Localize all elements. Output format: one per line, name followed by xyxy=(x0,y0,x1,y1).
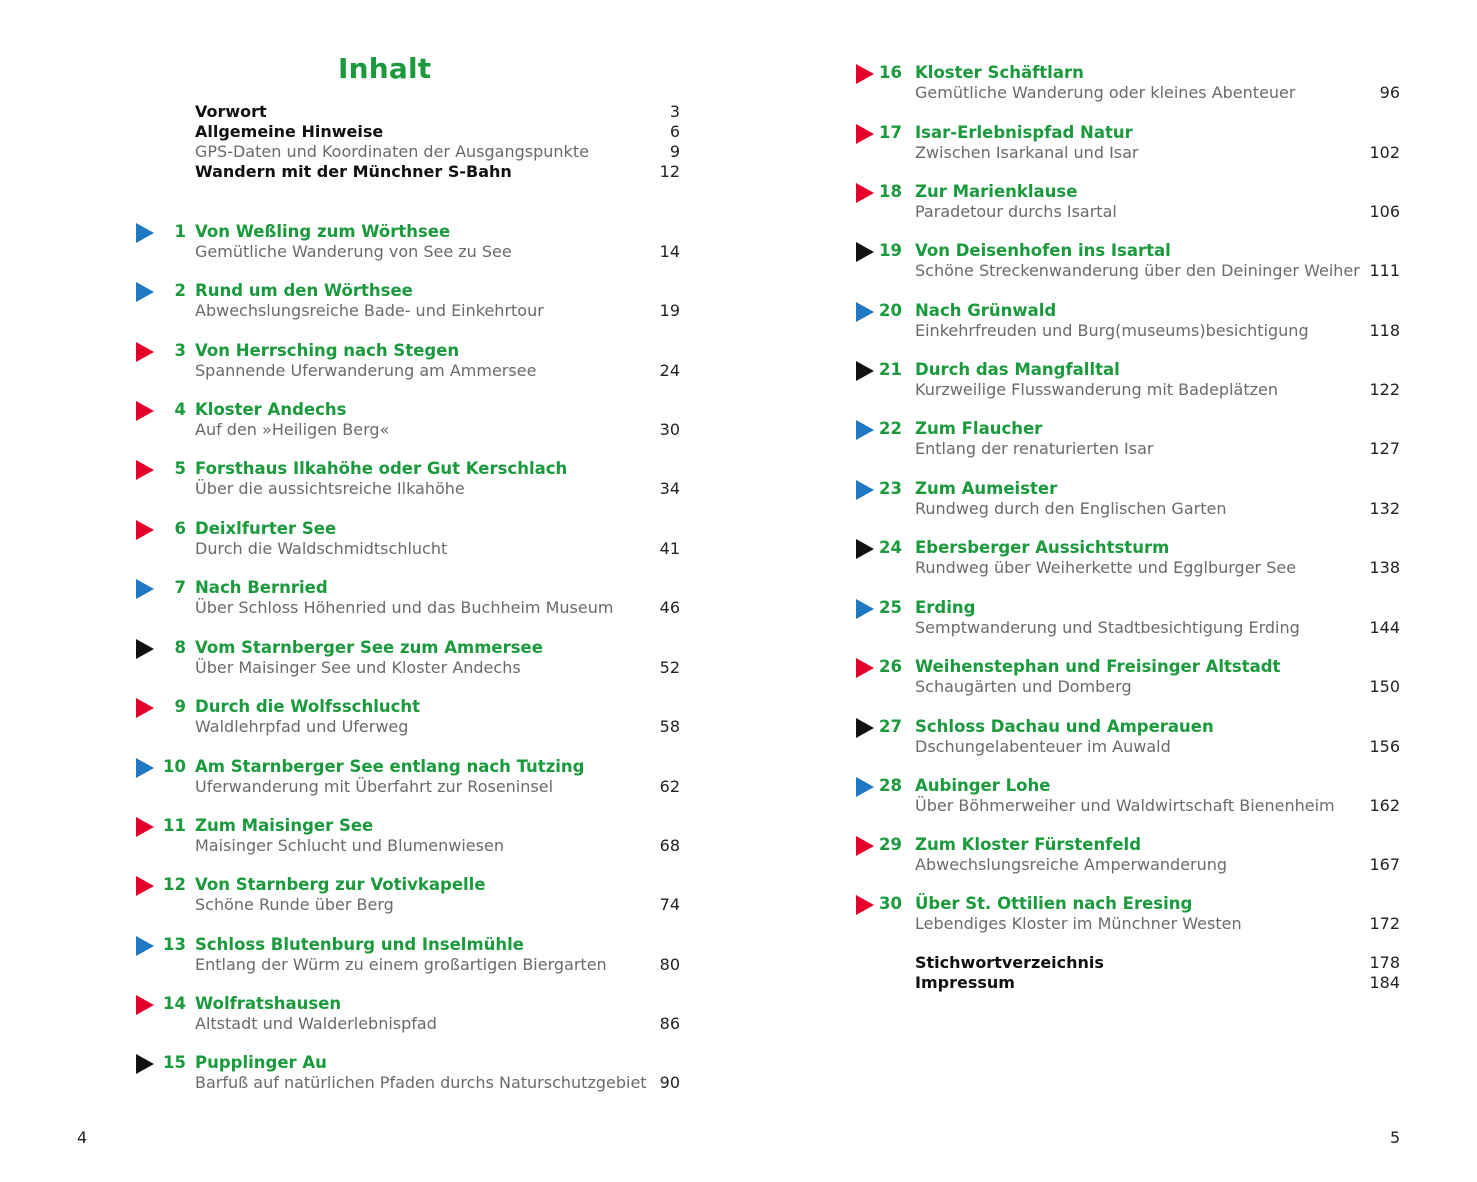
tour-number: 15 xyxy=(163,1053,186,1072)
tour-title: Zur Marienklause xyxy=(915,182,1078,201)
tour-title: Wolfratshausen xyxy=(195,994,342,1013)
tour-number: 7 xyxy=(174,578,186,597)
back-matter-item[interactable] xyxy=(915,973,1400,993)
tour-page: 34 xyxy=(659,479,680,498)
tour-title: Nach Bernried xyxy=(195,578,328,597)
tour-title: Weihenstephan und Freisinger Altstadt xyxy=(915,657,1281,676)
tour-number: 5 xyxy=(174,459,186,478)
tour-page: 156 xyxy=(1369,737,1400,756)
tour-page: 14 xyxy=(659,242,680,261)
tour-title: Zum Flaucher xyxy=(915,419,1043,438)
tour-number: 14 xyxy=(163,994,186,1013)
front-matter-item[interactable] xyxy=(195,122,680,142)
front-matter-label: Allgemeine Hinweise xyxy=(195,122,384,141)
tour-number: 18 xyxy=(879,182,902,201)
tour-title: Deixlfurter See xyxy=(195,519,337,538)
tour-title: Von Deisenhofen ins Isartal xyxy=(915,241,1171,260)
tour-page: 132 xyxy=(1369,499,1400,518)
tour-title: Ebersberger Aussichtsturm xyxy=(915,538,1170,557)
tour-subtitle: Schöne Runde über Berg xyxy=(195,895,394,914)
tour-page: 80 xyxy=(659,955,680,974)
tour-subtitle: Abwechslungsreiche Bade- und Einkehrtour xyxy=(195,301,544,320)
tour-page: 106 xyxy=(1369,202,1400,221)
front-matter-label: Wandern mit der Münchner S-Bahn xyxy=(195,162,512,181)
tour-page: 30 xyxy=(659,420,680,439)
tour-subtitle: Lebendiges Kloster im Münchner Westen xyxy=(915,914,1242,933)
tour-page: 127 xyxy=(1369,439,1400,458)
difficulty-arrow-icon xyxy=(136,579,154,599)
front-matter xyxy=(195,102,680,182)
tour-title: Durch die Wolfsschlucht xyxy=(195,697,421,716)
tour-page: 144 xyxy=(1369,618,1400,637)
tour-page: 58 xyxy=(659,717,680,736)
tour-title: Zum Maisinger See xyxy=(195,816,374,835)
tour-title: Isar-Erlebnispfad Natur xyxy=(915,123,1133,142)
tour-number: 17 xyxy=(879,123,902,142)
page-number-left: 4 xyxy=(77,1128,88,1147)
tour-title: Zum Aumeister xyxy=(915,479,1058,498)
tour-number: 10 xyxy=(163,757,186,776)
tour-page: 150 xyxy=(1369,677,1400,696)
back-matter-page: 184 xyxy=(1369,973,1400,992)
difficulty-arrow-icon xyxy=(136,1054,154,1074)
tour-page: 41 xyxy=(659,539,680,558)
tour-page: 111 xyxy=(1369,261,1400,280)
back-matter xyxy=(915,953,1400,993)
tour-page: 74 xyxy=(659,895,680,914)
front-matter-label: GPS-Daten und Koordinaten der Ausgangspunkte xyxy=(195,142,589,161)
tour-number: 23 xyxy=(879,479,902,498)
tour-number: 8 xyxy=(174,638,186,657)
tour-number: 26 xyxy=(879,657,902,676)
tour-title: Schloss Dachau und Amperauen xyxy=(915,717,1214,736)
tour-number: 13 xyxy=(163,935,186,954)
tour-number: 27 xyxy=(879,717,902,736)
tour-subtitle: Schaugärten und Domberg xyxy=(915,677,1132,696)
difficulty-arrow-icon xyxy=(136,698,154,718)
tour-title: Zum Kloster Fürstenfeld xyxy=(915,835,1142,854)
tour-number: 21 xyxy=(879,360,902,379)
tour-subtitle: Über Böhmerweiher und Waldwirtschaft Bienenheim xyxy=(915,796,1335,815)
tour-title: Nach Grünwald xyxy=(915,301,1057,320)
tour-number: 29 xyxy=(879,835,902,854)
difficulty-arrow-icon xyxy=(136,817,154,837)
difficulty-arrow-icon xyxy=(136,223,154,243)
page-title: Inhalt xyxy=(338,52,432,85)
tour-page: 90 xyxy=(659,1073,680,1092)
tour-title: Von Herrsching nach Stegen xyxy=(195,341,460,360)
tour-page: 118 xyxy=(1369,321,1400,340)
tour-page: 102 xyxy=(1369,143,1400,162)
tour-page: 68 xyxy=(659,836,680,855)
tour-title: Forsthaus Ilkahöhe oder Gut Kerschlach xyxy=(195,459,568,478)
tour-title: Von Weßling zum Wörthsee xyxy=(195,222,451,241)
tour-title: Pupplinger Au xyxy=(195,1053,327,1072)
tour-page: 172 xyxy=(1369,914,1400,933)
difficulty-arrow-icon xyxy=(136,758,154,778)
tour-subtitle: Über die aussichtsreiche Ilkahöhe xyxy=(195,479,465,498)
tour-title: Erding xyxy=(915,598,976,617)
back-matter-label: Stichwortverzeichnis xyxy=(915,953,1104,972)
tour-subtitle: Uferwanderung mit Überfahrt zur Roseninsel xyxy=(195,777,554,796)
tour-page: 162 xyxy=(1369,796,1400,815)
front-matter-page: 9 xyxy=(669,142,680,161)
tour-subtitle: Maisinger Schlucht und Blumenwiesen xyxy=(195,836,504,855)
tour-subtitle: Zwischen Isarkanal und Isar xyxy=(915,143,1139,162)
tour-title: Vom Starnberger See zum Ammersee xyxy=(195,638,543,657)
tour-page: 122 xyxy=(1369,380,1400,399)
difficulty-arrow-icon xyxy=(136,282,154,302)
tour-subtitle: Über Maisinger See und Kloster Andechs xyxy=(195,658,521,677)
front-matter-item[interactable] xyxy=(195,142,680,162)
tour-subtitle: Abwechslungsreiche Amperwanderung xyxy=(915,855,1228,874)
front-matter-item[interactable] xyxy=(195,162,680,182)
tour-title: Rund um den Wörthsee xyxy=(195,281,413,300)
tour-subtitle: Spannende Uferwanderung am Ammersee xyxy=(195,361,537,380)
tour-page: 52 xyxy=(659,658,680,677)
back-matter-item[interactable] xyxy=(915,953,1400,973)
tour-number: 19 xyxy=(879,241,902,260)
difficulty-arrow-icon xyxy=(136,342,154,362)
tour-subtitle: Entlang der renaturierten Isar xyxy=(915,439,1154,458)
tour-subtitle: Barfuß auf natürlichen Pfaden durchs Naturschutzgebiet xyxy=(195,1073,647,1092)
tour-page: 138 xyxy=(1369,558,1400,577)
tour-number: 3 xyxy=(174,341,186,360)
tour-number: 30 xyxy=(879,894,902,913)
tour-number: 2 xyxy=(174,281,186,300)
tour-title: Schloss Blutenburg und Inselmühle xyxy=(195,935,524,954)
difficulty-arrow-icon xyxy=(136,876,154,896)
tour-number: 20 xyxy=(879,301,902,320)
tour-subtitle: Paradetour durchs Isartal xyxy=(915,202,1117,221)
tour-number: 9 xyxy=(174,697,186,716)
tour-title: Kloster Schäftlarn xyxy=(915,63,1084,82)
tour-subtitle: Kurzweilige Flusswanderung mit Badeplätzen xyxy=(915,380,1278,399)
tour-title: Aubinger Lohe xyxy=(915,776,1051,795)
front-matter-label: Vorwort xyxy=(195,102,267,121)
tour-number: 24 xyxy=(879,538,902,557)
tour-number: 6 xyxy=(174,519,186,538)
tour-page: 62 xyxy=(659,777,680,796)
tour-subtitle: Gemütliche Wanderung oder kleines Abenteuer xyxy=(915,83,1296,102)
tour-number: 4 xyxy=(174,400,186,419)
tour-number: 11 xyxy=(163,816,186,835)
tour-page: 167 xyxy=(1369,855,1400,874)
tour-subtitle: Waldlehrpfad und Uferweg xyxy=(195,717,409,736)
tour-number: 12 xyxy=(163,875,186,894)
tour-number: 25 xyxy=(879,598,902,617)
back-matter-label: Impressum xyxy=(915,973,1015,992)
tour-subtitle: Schöne Streckenwanderung über den Deininger Weiher xyxy=(915,261,1360,280)
tour-number: 28 xyxy=(879,776,902,795)
tour-title: Am Starnberger See entlang nach Tutzing xyxy=(195,757,585,776)
back-matter-page: 178 xyxy=(1369,953,1400,972)
tour-subtitle: Durch die Waldschmidtschlucht xyxy=(195,539,448,558)
front-matter-item[interactable] xyxy=(195,102,680,122)
tour-page: 46 xyxy=(659,598,680,617)
tour-title: Von Starnberg zur Votivkapelle xyxy=(195,875,486,894)
tour-subtitle: Rundweg durch den Englischen Garten xyxy=(915,499,1227,518)
tour-page: 19 xyxy=(659,301,680,320)
tour-number: 1 xyxy=(174,222,186,241)
difficulty-arrow-icon xyxy=(136,520,154,540)
front-matter-page: 6 xyxy=(669,122,680,141)
difficulty-arrow-icon xyxy=(136,460,154,480)
tour-subtitle: Semptwanderung und Stadtbesichtigung Erding xyxy=(915,618,1300,637)
difficulty-arrow-icon xyxy=(136,639,154,659)
tour-subtitle: Entlang der Würm zu einem großartigen Biergarten xyxy=(195,955,607,974)
tour-subtitle: Einkehrfreuden und Burg(museums)besichtigung xyxy=(915,321,1309,340)
difficulty-arrow-icon xyxy=(136,995,154,1015)
tour-number: 16 xyxy=(879,63,902,82)
tour-page: 86 xyxy=(659,1014,680,1033)
tour-number: 22 xyxy=(879,419,902,438)
tour-page: 96 xyxy=(1379,83,1400,102)
page-number-right: 5 xyxy=(1390,1128,1401,1147)
tour-subtitle: Über Schloss Höhenried und das Buchheim Museum xyxy=(195,598,614,617)
tour-subtitle: Auf den »Heiligen Berg« xyxy=(195,420,390,439)
tour-title: Über St. Ottilien nach Eresing xyxy=(915,894,1193,913)
tour-title: Kloster Andechs xyxy=(195,400,347,419)
tour-title: Durch das Mangfalltal xyxy=(915,360,1120,379)
tour-subtitle: Altstadt und Walderlebnispfad xyxy=(195,1014,437,1033)
difficulty-arrow-icon xyxy=(136,936,154,956)
difficulty-arrow-icon xyxy=(136,401,154,421)
front-matter-page: 12 xyxy=(659,162,680,181)
tour-subtitle: Dschungelabenteuer im Auwald xyxy=(915,737,1171,756)
front-matter-page: 3 xyxy=(669,102,680,121)
tour-subtitle: Gemütliche Wanderung von See zu See xyxy=(195,242,512,261)
tour-subtitle: Rundweg über Weiherkette und Egglburger See xyxy=(915,558,1297,577)
tour-page: 24 xyxy=(659,361,680,380)
